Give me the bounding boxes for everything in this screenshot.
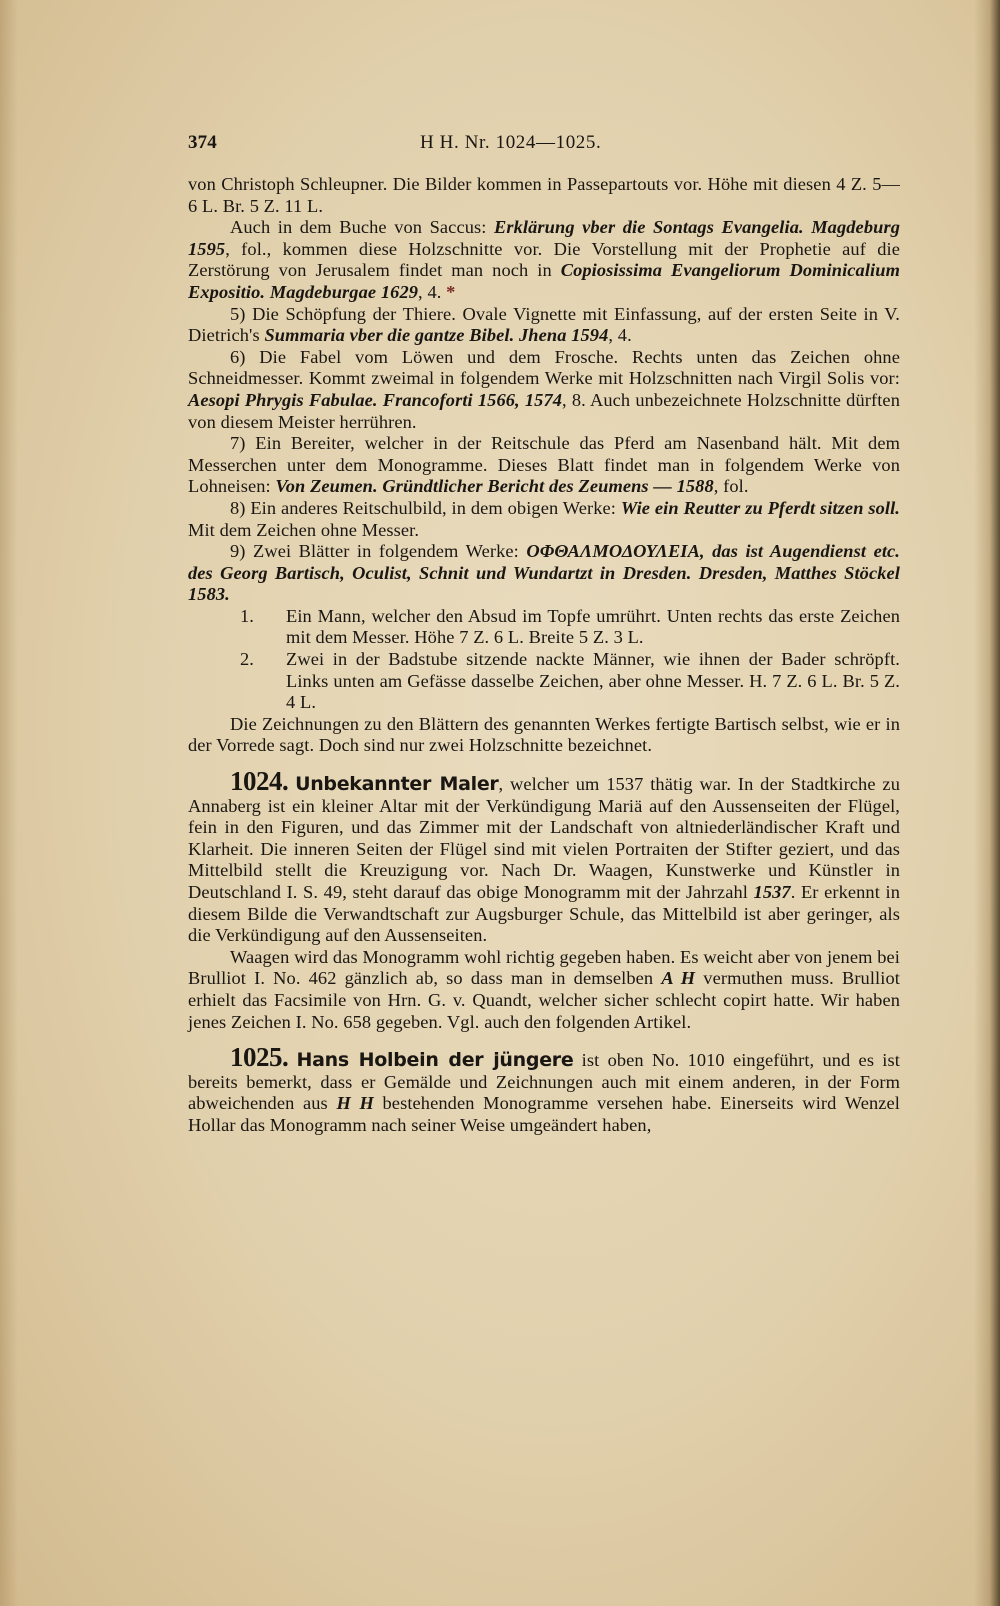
text-run: , 8. Auch unbezeichnete Holzschnitte dürften von diesem Meister herrühren. xyxy=(188,389,900,432)
page-edge-left xyxy=(0,0,18,1606)
page-number: 374 xyxy=(188,132,217,153)
text-run: vermuthen muss. Brulliot erhielt das Facsimile von Hrn. G. v. Quandt, welcher sicher schlecht copirt hatte. Wir haben jenes Zeichen I. No. 658 gegeben. Vgl. auch den folgenden Artikel. xyxy=(188,968,900,1032)
text-run: Auch in dem Buche von Saccus: xyxy=(230,217,494,238)
paragraph xyxy=(188,217,900,303)
header-title: H H. Nr. 1024—1025. xyxy=(420,132,602,153)
paragraph: Die Zeichnungen zu den Blättern des genannten Werkes fertigte Bartisch selbst, wie er in der Vorrede sagt. Doch sind nur zwei Holzschnitte bezeichnet. xyxy=(188,713,900,756)
text-run: bestehenden Monogramme versehen habe. Einerseits wird Wenzel Hollar das Monogramm nach seiner Weise umgeändert haben, xyxy=(188,1093,900,1135)
artist-name: Hans Holbein der jüngere xyxy=(296,1049,574,1072)
running-header xyxy=(188,132,900,158)
text-run: 7) Ein Bereiter, welcher in der Reitschule das Pferd am Nasenband hält. Mit dem Messerchen unter dem Monogramme. Dieses Blatt findet man in folgendem Werke von Lohneisen: xyxy=(188,433,900,497)
text-run: 6) Die Fabel vom Löwen und dem Frosche. Rechts unten das Zeichen ohne Schneidmesser. Kommt zweimal in folgendem Werke mit Holzschnitten nach Virgil Solis vor: xyxy=(188,346,900,389)
paragraph xyxy=(188,433,900,498)
page-content xyxy=(188,132,900,1137)
book-title: Copiosissima Evangeliorum Dominicalium Expositio. Magdeburgae 1629 xyxy=(188,260,900,302)
text-run: , fol. xyxy=(713,476,749,497)
paragraph: von Christoph Schleupner. Die Bilder kommen in Passepartouts vor. Höhe mit diesen 4 Z. 5—6 L. Br. 5 Z. 11 L. xyxy=(188,174,900,216)
text-run: , 4. xyxy=(608,325,632,346)
text-run: Mit dem Zeichen ohne Messer. xyxy=(188,519,420,540)
year: 1537 xyxy=(753,882,791,902)
text-run: 9) Zwei Blätter in folgendem Werke: xyxy=(230,541,527,562)
book-title: Aesopi Phrygis Fabulae. Francoforti 1566, 1574 xyxy=(188,389,563,410)
text-run: . Er erkennt in diesem Bilde die Verwandtschaft zur Augsburger Schule, das Mittelbild ist aber geringer, als die Verkündigung auf den Aussenseiten. xyxy=(188,882,900,946)
list-number: 2. xyxy=(240,649,254,670)
paragraph xyxy=(188,498,900,541)
paragraph xyxy=(188,304,900,347)
initials: A H xyxy=(661,968,696,989)
text-run: , 4. xyxy=(418,281,442,302)
book-title: ΟΦΘΑΛΜΟΔΟΥΛΕΙΑ, das ist Augendienst etc. des Georg Bartisch, Oculist, Schnit und Wundartzt in Dresden. Dresden, Matthes Stöckel 1583. xyxy=(188,541,900,605)
book-title: Von Zeumen. Gründtlicher Bericht des Zeumens — 1588 xyxy=(275,476,714,497)
entry-1025 xyxy=(188,1042,900,1136)
list-text: Zwei in der Badstube sitzende nackte Männer, wie ihnen der Bader schröpft. Links unten am Gefässe dasselbe Zeichen, aber ohne Messer. H. 7 Z. 6 L. Br. 5 Z. 4 L. xyxy=(286,649,900,713)
entry-number: 1025. xyxy=(230,1042,289,1073)
entry-1024 xyxy=(188,766,900,947)
entry-number: 1024. xyxy=(230,766,289,797)
text-run: 8) Ein anderes Reitschulbild, in dem obigen Werke: xyxy=(230,497,621,518)
text-run: 5) Die Schöpfung der Thiere. Ovale Vignette mit Einfassung, auf der ersten Seite in V. Dietrich's xyxy=(188,303,900,346)
text-run: ist oben No. 1010 eingeführt, und es ist bereits bemerkt, dass er Gemälde und Zeichnungen auch mit einem anderen, in der Form abweichenden aus xyxy=(188,1050,900,1114)
paragraph xyxy=(188,541,900,606)
text-run: Waagen wird das Monogramm wohl richtig gegeben haben. Es weicht aber von jenem bei Brulliot I. No. 462 gänzlich ab, so dass man in demselben xyxy=(188,946,900,989)
list-item xyxy=(240,606,900,649)
numbered-list xyxy=(240,606,900,714)
book-title: Summaria vber die gantze Bibel. Jhena 1594 xyxy=(264,325,609,346)
list-text: Ein Mann, welcher den Absud im Topfe umrührt. Unten rechts das erste Zeichen mit dem Messer. Höhe 7 Z. 6 L. Breite 5 Z. 3 L. xyxy=(286,605,900,648)
book-title: Erklärung vber die Sontags Evangelia. Magdeburg 1595 xyxy=(188,217,900,259)
ink-mark: * xyxy=(446,281,456,302)
paragraph xyxy=(188,347,900,433)
artist-name: Unbekannter Maler xyxy=(295,773,499,796)
list-item xyxy=(240,649,900,714)
initials: H H xyxy=(336,1093,374,1114)
paragraph xyxy=(188,947,900,1033)
page-edge-right xyxy=(974,0,1000,1606)
list-number: 1. xyxy=(240,605,254,626)
text-run: , fol., kommen diese Holzschnitte vor. Die Vorstellung mit der Prophetie auf die Zerstörung von Jerusalem findet man noch in xyxy=(188,238,900,281)
text-run: , welcher um 1537 thätig war. In der Stadtkirche zu Annaberg ist ein kleiner Altar mit der Verkündigung Mariä auf den Aussenseiten der Flügel, fein in den Figuren, und das Zimmer mit der Landschaft von altniederländischer Kraft und Klarheit. Die inneren Seiten der Flügel sind mit vielen Portraiten der Stifter geziert, und das Mittelbild stellt die Kreuzigung vor. Nach Dr. Waagen, Kunstwerke und Künstler in Deutschland I. S. 49, steht darauf das obige Monogramm mit der Jahrzahl xyxy=(188,774,900,902)
book-title: Wie ein Reutter zu Pferdt sitzen soll. xyxy=(620,497,901,518)
